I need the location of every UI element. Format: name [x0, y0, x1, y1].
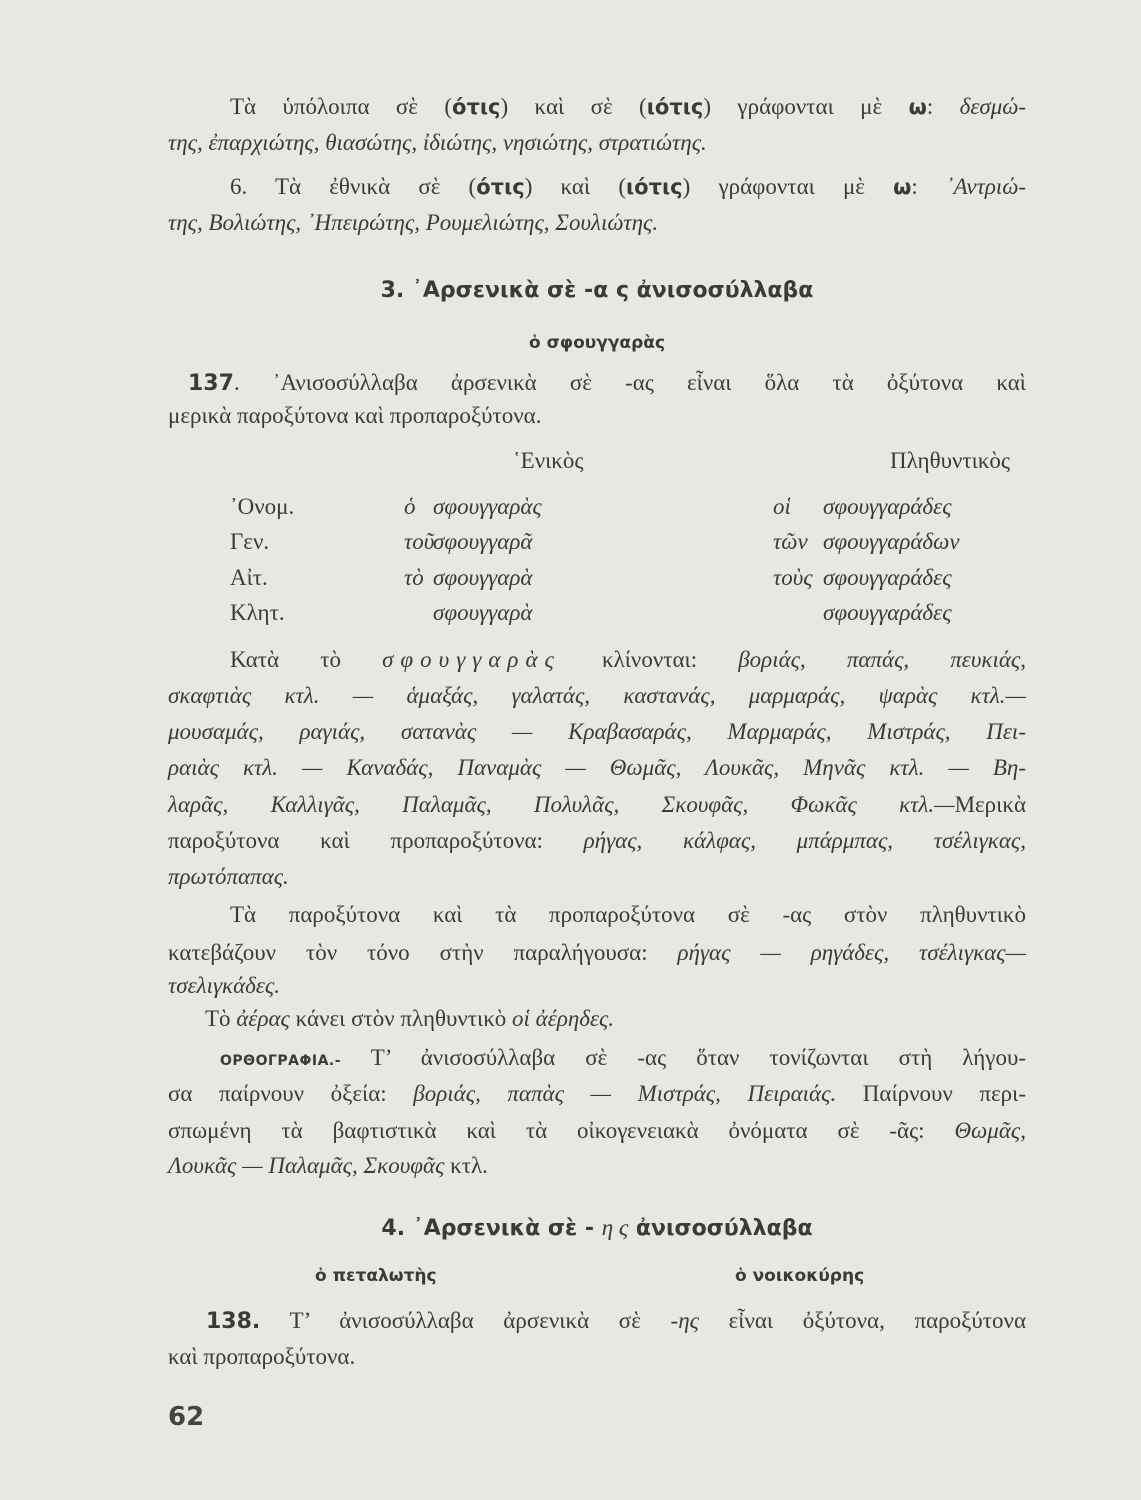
plural-accent-line-1 — [230, 900, 1026, 930]
cell-sg: σφουγγαρᾶ — [433, 529, 533, 554]
plural-accent-line-3 — [168, 971, 1026, 1001]
text-segment: πρωτόπαπας. — [168, 864, 289, 889]
text-segment: Τὰ ὑπόλοιπα σὲ ( — [230, 94, 453, 119]
table-header — [168, 448, 1026, 484]
text-segment: Τὸ — [205, 1006, 237, 1031]
declension-line-5 — [168, 790, 1026, 820]
cell-pl-art: οἱ — [773, 493, 791, 519]
text-segment: 138. — [206, 1309, 261, 1334]
text-segment: ω — [908, 95, 927, 119]
text-segment: βοριάς, παπάς, πευκιάς, — [738, 647, 1026, 672]
text-segment: δεσμώ- — [959, 94, 1026, 119]
cell-sg-art: τὸ — [404, 564, 424, 590]
text-segment: Τ’ ἀνισοσύλλαβα σὲ -ας ὅταν τονίζωνται στὴ λήγου- — [341, 1045, 1026, 1070]
table-row — [168, 565, 1026, 601]
cell-case: Γεν. — [230, 529, 270, 554]
text-segment: τσελιγκάδες. — [168, 973, 281, 998]
text-segment: σκαφτιὰς κτλ. — ἁμαξάς, γαλατάς, καστανάς, μαρμαράς, ψαρὰς κτλ.— — [168, 683, 1026, 708]
text-segment: Μερικὰ — [954, 792, 1026, 817]
table-row — [168, 529, 1026, 565]
text-segment: Κατὰ τὸ — [230, 647, 383, 672]
section-3-example — [168, 326, 1026, 358]
text-segment: 6. Τὰ ἐθνικὰ σὲ ( — [230, 174, 477, 199]
text-segment: της, ἐπαρχιώτης, θιασώτης, ἰδιώτης, νησιώτης, στρατιώτης. — [168, 130, 707, 155]
text-segment: λαρᾶς, Καλλιγᾶς, Παλαμᾶς, Πολυλᾶς, Σκουφᾶς, Φωκᾶς κτλ.— — [168, 792, 955, 817]
text-segment: . ᾿Ανισοσύλλαβα ἀρσενικὰ σὲ -ας εἶναι ὅλα τὰ ὀξύτονα καὶ — [233, 370, 1026, 395]
rule-6-line-1 — [230, 172, 1026, 202]
text-segment: : — [911, 174, 946, 199]
declension-line-6 — [168, 826, 1026, 856]
text-segment: ᾿Αντριώ- — [945, 174, 1026, 199]
declension-line-7 — [168, 862, 1026, 892]
aeras-note — [205, 1004, 1026, 1034]
orthography-line-3 — [168, 1116, 1026, 1146]
text-segment: σα παίρνουν ὀξεία: — [168, 1081, 414, 1106]
text-segment: ιότις — [646, 95, 704, 119]
text-segment: ης — [678, 1308, 699, 1333]
text-segment: Τὰ παροξύτονα καὶ τὰ προπαροξύτονα σὲ -ας στὸν πληθυντικὸ — [230, 902, 1026, 927]
text-segment: ιότις — [625, 175, 683, 199]
declension-table — [168, 448, 1026, 636]
cell-sg-art: ὁ — [404, 493, 416, 519]
text-segment: καὶ προπαροξύτονα. — [168, 1344, 356, 1369]
text-segment: ω — [893, 175, 912, 199]
section-4-heading — [168, 1213, 1026, 1244]
text-segment: Τ’ ἀνισοσύλλαβα ἀρσενικὰ σὲ - — [260, 1308, 679, 1333]
declension-line-3 — [168, 717, 1026, 747]
text-segment: ρήγας, κάλφας, μπάρμπας, τσέλιγκας, — [583, 828, 1026, 853]
cell-sg-art: τοῦ — [404, 529, 435, 554]
text-segment: ΟΡΘΟΓΡΑΦΙΑ.- — [220, 1053, 342, 1069]
text-segment: παροξύτονα καὶ προπαροξύτονα: — [168, 828, 584, 853]
text-segment: ὁ σφουγγαρὰς — [528, 333, 666, 353]
para-137-line-2 — [168, 401, 1026, 431]
text-segment: 137 — [188, 371, 234, 396]
text-segment: ἀνισοσύλλαβα — [628, 1216, 813, 1241]
text-segment: της, Βολιώτης, ᾿Ηπειρώτης, Ρουμελιώτης, Σουλιώτης. — [168, 210, 659, 235]
declension-line-2 — [168, 681, 1026, 711]
text-segment: κτλ. — [444, 1153, 488, 1178]
declension-line-1 — [230, 645, 1026, 675]
table-row — [168, 600, 1026, 636]
cell-case: Κλητ. — [230, 600, 285, 625]
cell-pl-art: τῶν — [773, 529, 808, 554]
cell-sg: σφουγγαρὰ — [433, 564, 533, 590]
cell-pl: σφουγγαράδες — [823, 600, 952, 625]
text-segment: η ς — [601, 1215, 629, 1240]
text-segment: σπωμένη τὰ βαφτιστικὰ καὶ τὰ οἰκογενειακὰ ὀνόματα σὲ -ᾶς: — [168, 1118, 955, 1143]
text-segment: οἱ ἀέρηδες. — [512, 1006, 615, 1031]
text-segment: Παίρνουν περι- — [836, 1081, 1026, 1106]
text-segment: μερικὰ παροξύτονα καὶ προπαροξύτονα. — [168, 403, 542, 428]
text-segment: σφουγγαρὰς — [382, 647, 561, 672]
text-segment: Λουκᾶς — Παλαμᾶς, Σκουφᾶς — [168, 1153, 445, 1178]
para-ending-otis-line-1 — [230, 92, 1026, 122]
header-singular: ῾Ενικὸς — [513, 448, 584, 473]
text-segment: κλίνονται: — [560, 647, 739, 672]
para-ending-otis-line-2 — [168, 128, 1026, 158]
text-segment: Θωμᾶς, — [954, 1118, 1026, 1143]
cell-case: Αἰτ. — [230, 564, 268, 590]
text-segment: ότις — [476, 175, 525, 199]
text-segment: κάνει στὸν πληθυντικὸ — [289, 1006, 513, 1031]
text-segment: : — [926, 94, 960, 119]
text-segment: ἀέρας — [236, 1006, 290, 1031]
text-segment: ) γράφονται μὲ — [703, 94, 909, 119]
text-segment: ότις — [452, 95, 501, 119]
orthography-line-4 — [168, 1151, 1026, 1181]
text-segment: εἶναι ὀξύτονα, παροξύτονα — [698, 1308, 1026, 1333]
table-row — [168, 494, 1026, 530]
cell-pl: σφουγγαράδες — [823, 564, 952, 590]
cell-sg: σφουγγαρὰς — [433, 493, 542, 519]
section-3-heading — [168, 275, 1026, 306]
section-4-example-1: ὁ πεταλωτὴς — [315, 1266, 437, 1286]
text-segment: βοριάς, παπὰς — Μιστράς, Πειραιάς. — [413, 1081, 837, 1106]
page-number: 62 — [168, 1402, 205, 1432]
rule-6-line-2 — [168, 208, 1026, 238]
orthography-line-2 — [168, 1079, 1026, 1109]
declension-line-4 — [168, 753, 1026, 783]
cell-sg: σφουγγαρὰ — [433, 600, 533, 625]
orthography-line-1 — [220, 1043, 1026, 1076]
para-138-line-1 — [206, 1306, 1026, 1337]
para-138-line-2 — [168, 1342, 1026, 1372]
text-segment: 4. ᾿Αρσενικὰ σὲ - — [381, 1216, 602, 1241]
text-segment: 3. ᾿Αρσενικὰ σὲ -α ς ἀνισοσύλλαβα — [380, 278, 814, 303]
text-segment: ) καὶ σὲ ( — [500, 94, 647, 119]
para-137-line-1 — [188, 368, 1026, 399]
text-segment: κατεβάζουν τὸν τόνο στὴν παραλήγουσα: — [168, 940, 678, 965]
header-plural: Πληθυντικὸς — [890, 448, 1011, 473]
cell-case: ᾿Ονομ. — [230, 493, 295, 519]
cell-pl: σφουγγαράδες — [823, 493, 952, 519]
text-segment: ραιὰς κτλ. — Καναδάς, Παναμὰς — Θωμᾶς, Λουκᾶς, Μηνᾶς κτλ. — Βη- — [168, 755, 1026, 780]
text-segment: μουσαμάς, ραγιάς, σατανὰς — Κραβασαράς, Μαρμαράς, Μιστράς, Πει- — [168, 719, 1026, 744]
text-segment: ρήγας — ρηγάδες, τσέλιγκας— — [677, 940, 1026, 965]
cell-pl: σφουγγαράδων — [823, 529, 960, 554]
section-4-example-2: ὁ νοικοκύρης — [735, 1266, 865, 1286]
plural-accent-line-2 — [168, 938, 1026, 968]
text-segment: ) καὶ ( — [524, 174, 626, 199]
text-segment: ) γράφονται μὲ — [682, 174, 894, 199]
cell-pl-art: τοὺς — [773, 564, 813, 590]
